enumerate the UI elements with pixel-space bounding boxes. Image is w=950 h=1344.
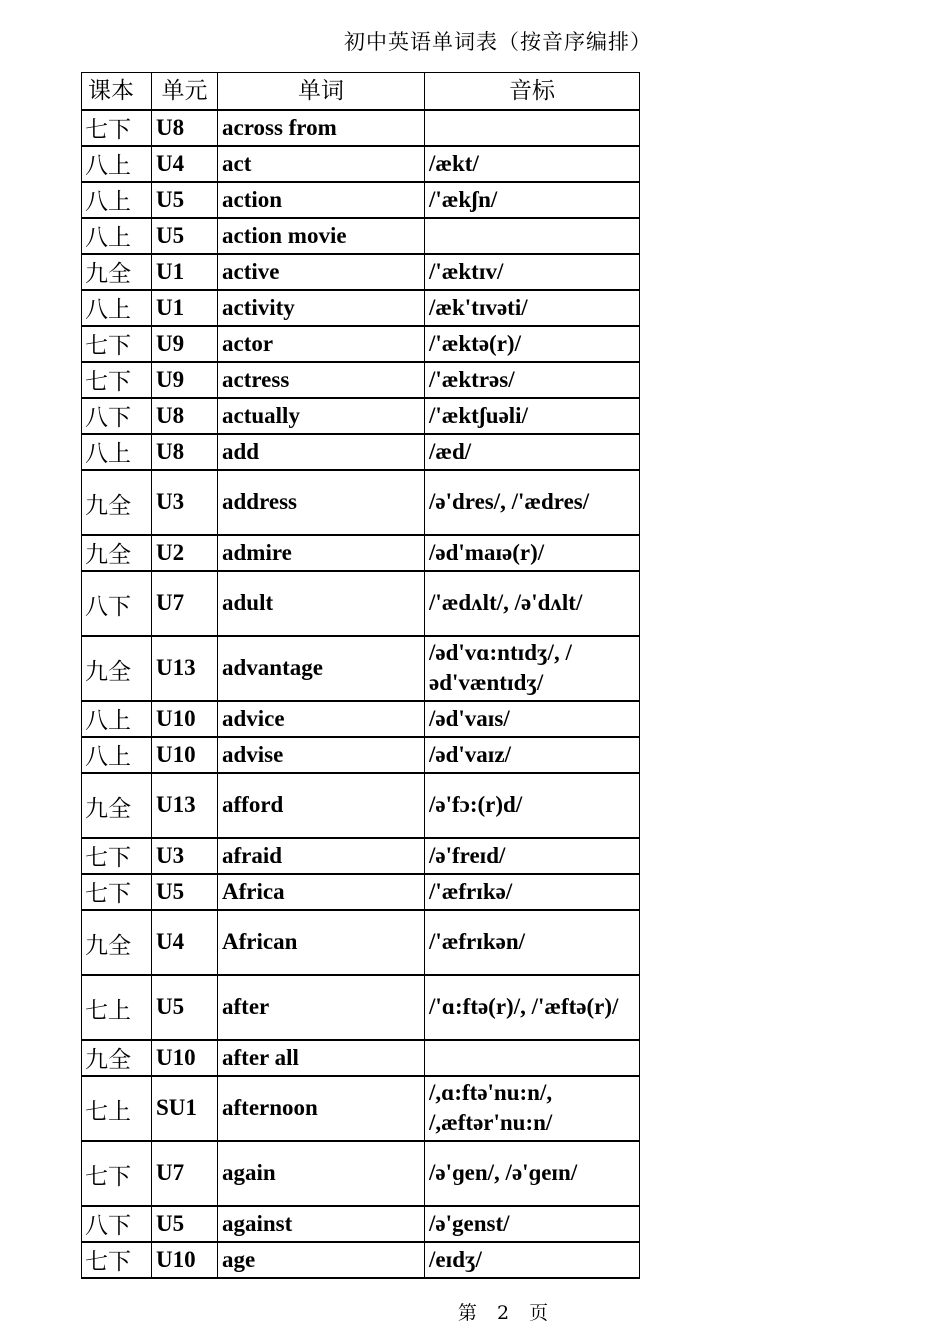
cell-phonetic <box>425 110 640 146</box>
cell-phonetic: /'æfrɪkə/ <box>425 874 640 910</box>
cell-word: action <box>218 182 425 218</box>
cell-unit: U13 <box>152 773 218 838</box>
cell-word: actress <box>218 362 425 398</box>
vocabulary-table <box>81 72 640 1279</box>
table-row <box>82 910 640 975</box>
cell-phonetic: /ækt/ <box>425 146 640 182</box>
table-row <box>82 737 640 773</box>
cell-word: admire <box>218 535 425 571</box>
cell-unit: U8 <box>152 434 218 470</box>
cell-book: 七下 <box>82 1141 152 1206</box>
cell-word: action movie <box>218 218 425 254</box>
cell-unit: U5 <box>152 975 218 1040</box>
table-row <box>82 218 640 254</box>
cell-book: 九全 <box>82 535 152 571</box>
cell-unit: U7 <box>152 1141 218 1206</box>
cell-word: afternoon <box>218 1076 425 1141</box>
cell-phonetic: /æk'tɪvəti/ <box>425 290 640 326</box>
table-row <box>82 701 640 737</box>
cell-book: 八下 <box>82 1206 152 1242</box>
cell-word: Africa <box>218 874 425 910</box>
table-row <box>82 571 640 636</box>
cell-unit: U7 <box>152 571 218 636</box>
cell-unit: U8 <box>152 398 218 434</box>
header-word: 单词 <box>218 73 425 110</box>
table-row <box>82 290 640 326</box>
cell-word: activity <box>218 290 425 326</box>
cell-unit: U5 <box>152 874 218 910</box>
table-row <box>82 146 640 182</box>
cell-word: add <box>218 434 425 470</box>
cell-book: 八上 <box>82 290 152 326</box>
cell-book: 八上 <box>82 434 152 470</box>
cell-unit: U9 <box>152 326 218 362</box>
page-footer <box>0 1298 950 1325</box>
cell-book: 七下 <box>82 874 152 910</box>
cell-unit: U5 <box>152 218 218 254</box>
table-row <box>82 874 640 910</box>
cell-word: African <box>218 910 425 975</box>
table-row <box>82 434 640 470</box>
cell-book: 九全 <box>82 773 152 838</box>
cell-unit: U10 <box>152 1040 218 1076</box>
cell-book: 八上 <box>82 182 152 218</box>
cell-phonetic: /eɪdʒ/ <box>425 1242 640 1278</box>
cell-word: adult <box>218 571 425 636</box>
table-row <box>82 362 640 398</box>
cell-book: 七下 <box>82 326 152 362</box>
cell-word: advise <box>218 737 425 773</box>
cell-word: afraid <box>218 838 425 874</box>
cell-unit: U1 <box>152 290 218 326</box>
cell-phonetic: /'æktrəs/ <box>425 362 640 398</box>
cell-unit: U4 <box>152 146 218 182</box>
cell-book: 七下 <box>82 838 152 874</box>
cell-phonetic: /'ɑ:ftə(r)/, /'æftə(r)/ <box>425 975 640 1040</box>
cell-phonetic: /æd/ <box>425 434 640 470</box>
cell-book: 七下 <box>82 362 152 398</box>
cell-word: address <box>218 470 425 535</box>
header-unit: 单元 <box>152 73 218 110</box>
cell-unit: SU1 <box>152 1076 218 1141</box>
cell-book: 八上 <box>82 701 152 737</box>
table-row <box>82 182 640 218</box>
cell-word: advice <box>218 701 425 737</box>
cell-phonetic: /ə'freɪd/ <box>425 838 640 874</box>
cell-unit: U10 <box>152 1242 218 1278</box>
cell-phonetic: /'ædʌlt/, /ə'dʌlt/ <box>425 571 640 636</box>
cell-unit: U10 <box>152 737 218 773</box>
header-book: 课本 <box>82 73 152 110</box>
cell-word: age <box>218 1242 425 1278</box>
cell-book: 七上 <box>82 1076 152 1141</box>
cell-phonetic: /'æfrɪkən/ <box>425 910 640 975</box>
table-row <box>82 110 640 146</box>
cell-book: 九全 <box>82 470 152 535</box>
cell-word: advantage <box>218 636 425 701</box>
table-header-row <box>82 73 640 110</box>
cell-word: across from <box>218 110 425 146</box>
cell-unit: U3 <box>152 838 218 874</box>
cell-word: actually <box>218 398 425 434</box>
table-row <box>82 535 640 571</box>
cell-unit: U9 <box>152 362 218 398</box>
cell-phonetic: /əd'vɑ:ntɪdʒ/, /əd'væntɪdʒ/ <box>425 636 640 701</box>
cell-book: 八上 <box>82 218 152 254</box>
cell-unit: U5 <box>152 1206 218 1242</box>
cell-phonetic: /ə'dres/, /'ædres/ <box>425 470 640 535</box>
page-number: 2 <box>496 1302 510 1324</box>
cell-phonetic: /'æktə(r)/ <box>425 326 640 362</box>
cell-unit: U5 <box>152 182 218 218</box>
cell-book: 七上 <box>82 975 152 1040</box>
cell-phonetic: /ə'fɔ:(r)d/ <box>425 773 640 838</box>
cell-word: after all <box>218 1040 425 1076</box>
table-row <box>82 326 640 362</box>
cell-word: active <box>218 254 425 290</box>
cell-unit: U4 <box>152 910 218 975</box>
cell-unit: U10 <box>152 701 218 737</box>
cell-phonetic <box>425 218 640 254</box>
cell-phonetic: /əd'maɪə(r)/ <box>425 535 640 571</box>
header-phonetic: 音标 <box>425 73 640 110</box>
footer-label-after: 页 <box>529 1302 549 1324</box>
table-row <box>82 470 640 535</box>
table-row <box>82 838 640 874</box>
cell-unit: U8 <box>152 110 218 146</box>
cell-unit: U13 <box>152 636 218 701</box>
cell-book: 七下 <box>82 1242 152 1278</box>
cell-book: 八上 <box>82 737 152 773</box>
cell-word: afford <box>218 773 425 838</box>
cell-word: act <box>218 146 425 182</box>
table-row <box>82 636 640 701</box>
cell-phonetic: /'ækʃn/ <box>425 182 640 218</box>
cell-book: 九全 <box>82 1040 152 1076</box>
cell-unit: U2 <box>152 535 218 571</box>
table-row <box>82 1076 640 1141</box>
cell-phonetic: /əd'vaɪz/ <box>425 737 640 773</box>
cell-word: again <box>218 1141 425 1206</box>
cell-book: 八上 <box>82 146 152 182</box>
cell-phonetic: /əd'vaɪs/ <box>425 701 640 737</box>
cell-phonetic: /ə'genst/ <box>425 1206 640 1242</box>
table-row <box>82 1242 640 1278</box>
cell-book: 九全 <box>82 910 152 975</box>
cell-phonetic <box>425 1040 640 1076</box>
cell-unit: U1 <box>152 254 218 290</box>
cell-book: 八下 <box>82 398 152 434</box>
table-row <box>82 975 640 1040</box>
cell-book: 七下 <box>82 110 152 146</box>
cell-word: actor <box>218 326 425 362</box>
table-row <box>82 398 640 434</box>
table-row <box>82 254 640 290</box>
cell-phonetic: /ə'ɡen/, /ə'ɡeɪn/ <box>425 1141 640 1206</box>
cell-phonetic: /,ɑ:ftə'nu:n/, /,æftər'nu:n/ <box>425 1076 640 1141</box>
cell-word: after <box>218 975 425 1040</box>
table-row <box>82 1141 640 1206</box>
cell-phonetic: /'æktʃuəli/ <box>425 398 640 434</box>
cell-unit: U3 <box>152 470 218 535</box>
cell-phonetic: /'æktɪv/ <box>425 254 640 290</box>
cell-word: against <box>218 1206 425 1242</box>
table-row <box>82 773 640 838</box>
cell-book: 八下 <box>82 571 152 636</box>
table-row <box>82 1206 640 1242</box>
cell-book: 九全 <box>82 636 152 701</box>
footer-label-before: 第 <box>457 1302 477 1324</box>
table-row <box>82 1040 640 1076</box>
cell-book: 九全 <box>82 254 152 290</box>
page-title: 初中英语单词表（按音序编排） <box>344 30 652 54</box>
